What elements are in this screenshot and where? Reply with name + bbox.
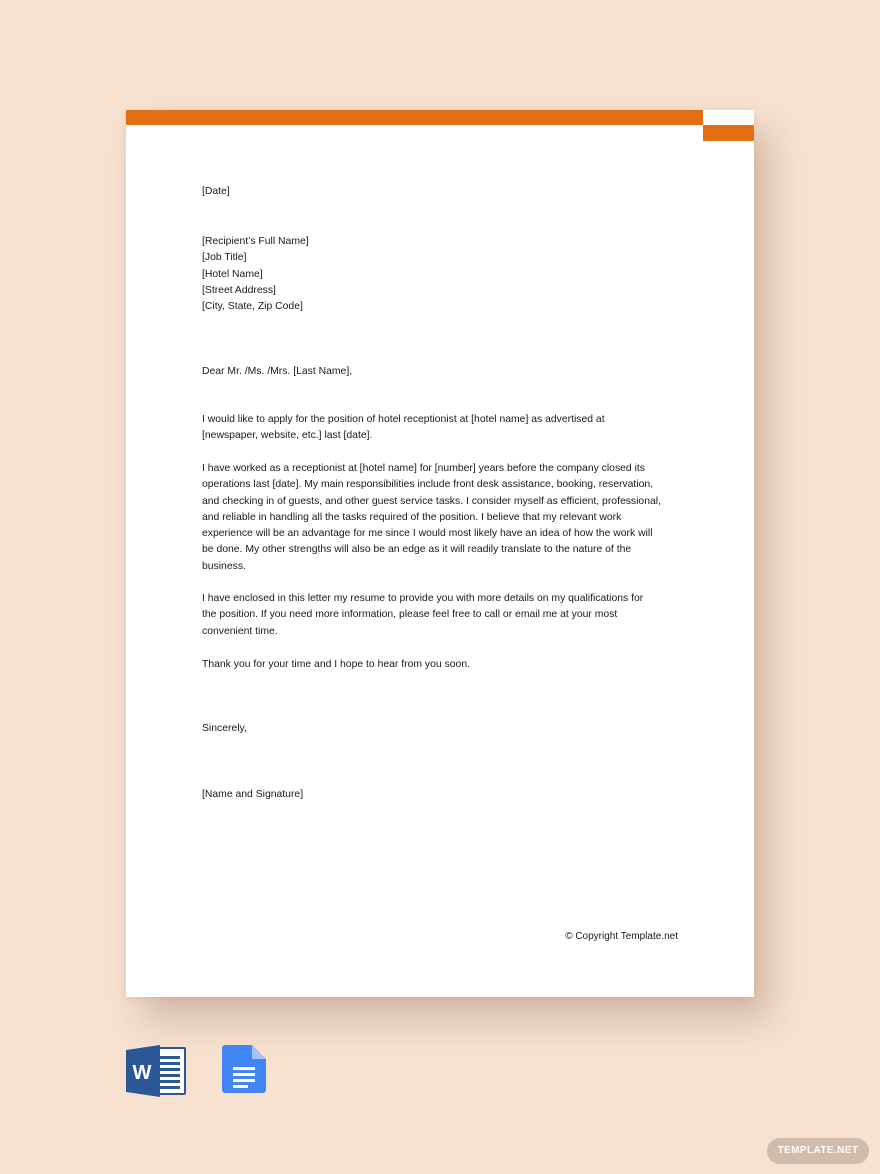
paragraph-4: Thank you for your time and I hope to hear from you soon. <box>202 659 470 670</box>
recipient-line: [City, State, Zip Code] <box>202 301 303 313</box>
recipient-line: [Job Title] <box>202 252 247 264</box>
paragraph-1: I would like to apply for the position of hotel receptionist at [hotel name] as advertised at [newspaper, website, etc.] last [date]. <box>202 414 605 442</box>
closing: Sincerely, <box>202 723 247 734</box>
recipient-line: [Street Address] <box>202 284 276 296</box>
copyright-notice: © Copyright Template.net <box>565 931 678 942</box>
header-accent-bar <box>126 110 703 125</box>
paragraph-3: I have enclosed in this letter my resume to provide you with more details on my qualifications for the position. If you need more information, please feel free to call or email me at your most convenient time. <box>202 593 644 637</box>
signature: [Name and Signature] <box>202 789 304 800</box>
svg-text:W: W <box>132 1062 152 1084</box>
template-net-watermark: TEMPLATE.NET <box>767 1138 869 1164</box>
google-docs-icon[interactable] <box>222 1045 266 1093</box>
paragraph-2: I have worked as a receptionist at [hotel name] for [number] years before the company closed its operations last [date]. My main responsibilities include front desk assistance, booking, reservation, and checking in of guests, and other guest service tasks. I consider myself as efficient, professional, and reliable in handling all the tasks required of the position. I believe that my relevant work experience will be an advantage for me since I would most likely have an idea of how the work will be done. My other strengths will also be an edge as it will readily translate to the nature of the business. <box>202 463 661 572</box>
letter-date: [Date] <box>202 186 230 197</box>
salutation: Dear Mr. /Ms. /Mrs. [Last Name], <box>202 366 353 377</box>
letter-page <box>126 110 754 997</box>
recipient-line: [Recipient’s Full Name] <box>202 236 309 247</box>
recipient-address <box>202 234 682 315</box>
microsoft-word-icon[interactable] <box>126 1045 186 1097</box>
recipient-line: [Hotel Name] <box>202 268 263 280</box>
header-accent-tab <box>703 125 754 141</box>
